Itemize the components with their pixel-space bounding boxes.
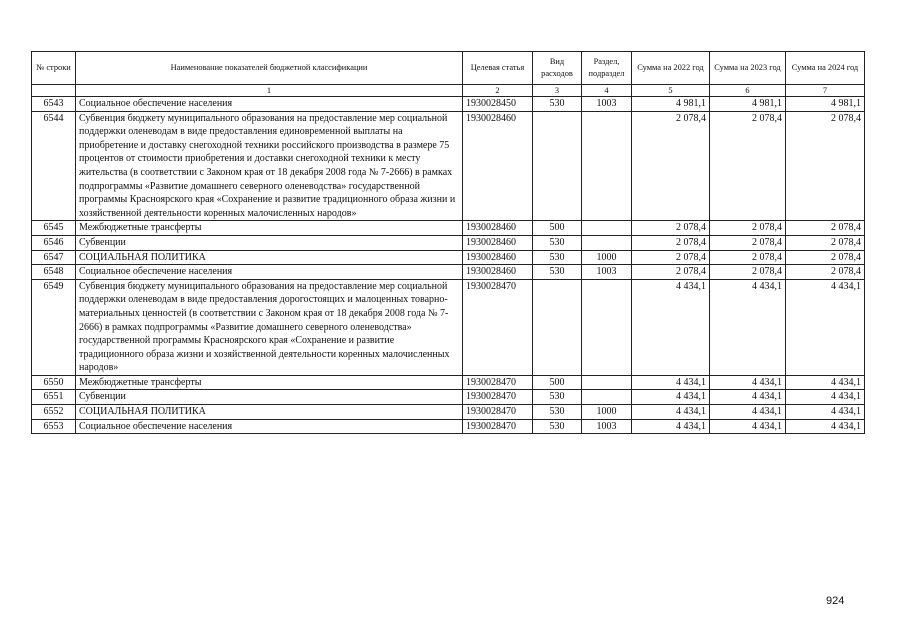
target-item-cell: 1930028460 [463, 111, 533, 221]
sum-2023-cell: 4 434,1 [710, 375, 786, 390]
expense-type-cell: 530 [533, 405, 582, 420]
table-row [32, 375, 865, 390]
indicator-name-cell: Социальное обеспечение населения [76, 265, 463, 280]
sum-2022-cell: 2 078,4 [632, 250, 710, 265]
target-item-cell: 1930028460 [463, 221, 533, 236]
column-number: 5 [632, 85, 710, 97]
target-item-cell: 1930028470 [463, 375, 533, 390]
row-number-cell: 6544 [32, 111, 76, 221]
column-number [32, 85, 76, 97]
target-item-cell: 1930028460 [463, 250, 533, 265]
row-number-cell: 6546 [32, 235, 76, 250]
table-row [32, 250, 865, 265]
section-code-cell: 1003 [582, 419, 632, 434]
column-number: 4 [582, 85, 632, 97]
section-code-cell [582, 111, 632, 221]
indicator-name-cell: Социальное обеспечение населения [76, 97, 463, 112]
expense-type-cell: 530 [533, 235, 582, 250]
indicator-name-cell: Социальное обеспечение населения [76, 419, 463, 434]
row-number-cell: 6545 [32, 221, 76, 236]
section-code-cell: 1003 [582, 265, 632, 280]
expense-type-cell: 530 [533, 265, 582, 280]
sum-2023-cell: 4 434,1 [710, 419, 786, 434]
sum-2023-cell: 2 078,4 [710, 221, 786, 236]
section-code-cell [582, 235, 632, 250]
column-number: 3 [533, 85, 582, 97]
sum-2024-cell: 4 434,1 [786, 405, 865, 420]
header-indicator-name: Наименование показателей бюджетной классификации [76, 52, 463, 85]
page-number: 924 [826, 595, 845, 607]
sum-2022-cell: 2 078,4 [632, 111, 710, 221]
target-item-cell: 1930028470 [463, 405, 533, 420]
expense-type-cell: 500 [533, 375, 582, 390]
sum-2024-cell: 2 078,4 [786, 111, 865, 221]
sum-2024-cell: 4 434,1 [786, 279, 865, 375]
indicator-name-cell: Субвенции [76, 235, 463, 250]
column-number: 6 [710, 85, 786, 97]
row-number-cell: 6549 [32, 279, 76, 375]
table-row [32, 405, 865, 420]
header-row [32, 52, 865, 85]
row-number-cell: 6551 [32, 390, 76, 405]
sum-2023-cell: 2 078,4 [710, 235, 786, 250]
table-row [32, 279, 865, 375]
sum-2023-cell: 2 078,4 [710, 265, 786, 280]
section-code-cell: 1000 [582, 405, 632, 420]
sum-2024-cell: 2 078,4 [786, 250, 865, 265]
expense-type-cell: 530 [533, 390, 582, 405]
sum-2023-cell: 4 434,1 [710, 279, 786, 375]
sum-2024-cell: 4 434,1 [786, 375, 865, 390]
indicator-name-cell: Межбюджетные трансферты [76, 221, 463, 236]
table-row [32, 390, 865, 405]
table-row [32, 235, 865, 250]
section-code-cell [582, 279, 632, 375]
section-code-cell [582, 221, 632, 236]
row-number-cell: 6553 [32, 419, 76, 434]
header-sum-2024: Сумма на 2024 год [786, 52, 865, 85]
header-sum-2023: Сумма на 2023 год [710, 52, 786, 85]
sum-2022-cell: 4 434,1 [632, 279, 710, 375]
target-item-cell: 1930028450 [463, 97, 533, 112]
indicator-name-cell: Субвенция бюджету муниципального образования на предоставление мер социальной поддержки оленеводам в виде предоставления дорогостоящих и малоценных товарно-материальных ценностей (в соответствии с Законом края от 18 декабря 2008 года № 7-2666) в рамках подпрограммы «Развитие домашнего северного оленеводства» государственной программы Красноярского края «Сохранение и развитие традиционного образа жизни и хозяйственной деятельности коренных малочисленных народов» [76, 279, 463, 375]
sum-2023-cell: 2 078,4 [710, 111, 786, 221]
expense-type-cell: 530 [533, 419, 582, 434]
sum-2022-cell: 4 434,1 [632, 405, 710, 420]
sum-2024-cell: 4 434,1 [786, 390, 865, 405]
column-number: 7 [786, 85, 865, 97]
expense-type-cell: 500 [533, 221, 582, 236]
row-number-cell: 6543 [32, 97, 76, 112]
row-number-cell: 6552 [32, 405, 76, 420]
sum-2023-cell: 4 981,1 [710, 97, 786, 112]
sum-2022-cell: 4 434,1 [632, 419, 710, 434]
column-number: 1 [76, 85, 463, 97]
sum-2022-cell: 2 078,4 [632, 221, 710, 236]
section-code-cell: 1000 [582, 250, 632, 265]
target-item-cell: 1930028470 [463, 419, 533, 434]
target-item-cell: 1930028460 [463, 265, 533, 280]
sum-2022-cell: 2 078,4 [632, 265, 710, 280]
section-code-cell: 1003 [582, 97, 632, 112]
sum-2024-cell: 4 981,1 [786, 97, 865, 112]
section-code-cell [582, 390, 632, 405]
row-number-cell: 6548 [32, 265, 76, 280]
sum-2023-cell: 4 434,1 [710, 405, 786, 420]
table-row [32, 265, 865, 280]
row-number-cell: 6550 [32, 375, 76, 390]
sum-2023-cell: 2 078,4 [710, 250, 786, 265]
table-body [32, 97, 865, 434]
indicator-name-cell: СОЦИАЛЬНАЯ ПОЛИТИКА [76, 250, 463, 265]
sum-2022-cell: 4 434,1 [632, 390, 710, 405]
table-row [32, 419, 865, 434]
indicator-name-cell: Субвенция бюджету муниципального образования на предоставление мер социальной поддержки оленеводам в виде предоставления единовременной выплаты на приобретение и доставку снегоходной техники российского производства в размере 75 процентов от стоимости приобретения и доставки снегоходной техники к месту жительства (в соответствии с Законом края от 18 декабря 2008 года № 7-2666) в рамках подпрограммы «Развитие домашнего северного оленеводства» государственной программы Красноярского края «Сохранение и развитие традиционного образа жизни и хозяйственной деятельности коренных малочисленных народов» [76, 111, 463, 221]
sum-2022-cell: 2 078,4 [632, 235, 710, 250]
sum-2024-cell: 4 434,1 [786, 419, 865, 434]
table-row [32, 221, 865, 236]
sum-2024-cell: 2 078,4 [786, 235, 865, 250]
expense-type-cell [533, 111, 582, 221]
header-target-item: Целевая статья [463, 52, 533, 85]
expense-type-cell [533, 279, 582, 375]
column-number-row [32, 85, 865, 97]
indicator-name-cell: Субвенции [76, 390, 463, 405]
target-item-cell: 1930028470 [463, 390, 533, 405]
indicator-name-cell: СОЦИАЛЬНАЯ ПОЛИТИКА [76, 405, 463, 420]
section-code-cell [582, 375, 632, 390]
column-number: 2 [463, 85, 533, 97]
sum-2022-cell: 4 434,1 [632, 375, 710, 390]
budget-table [31, 51, 865, 434]
sum-2023-cell: 4 434,1 [710, 390, 786, 405]
indicator-name-cell: Межбюджетные трансферты [76, 375, 463, 390]
sum-2022-cell: 4 981,1 [632, 97, 710, 112]
header-expense-type: Вид расходов [533, 52, 582, 85]
expense-type-cell: 530 [533, 97, 582, 112]
table-row [32, 97, 865, 112]
expense-type-cell: 530 [533, 250, 582, 265]
header-row-number: № строки [32, 52, 76, 85]
sum-2024-cell: 2 078,4 [786, 265, 865, 280]
target-item-cell: 1930028470 [463, 279, 533, 375]
header-section: Раздел, подраздел [582, 52, 632, 85]
table-row [32, 111, 865, 221]
header-sum-2022: Сумма на 2022 год [632, 52, 710, 85]
target-item-cell: 1930028460 [463, 235, 533, 250]
sum-2024-cell: 2 078,4 [786, 221, 865, 236]
row-number-cell: 6547 [32, 250, 76, 265]
